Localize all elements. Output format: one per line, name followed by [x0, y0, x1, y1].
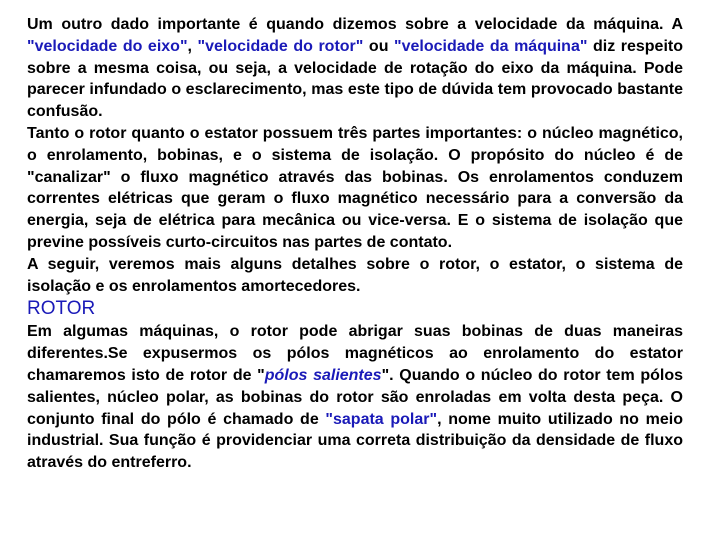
term-velocidade-do-eixo: "velocidade do eixo" [27, 37, 188, 55]
term-sapata-polar: "sapata polar" [325, 410, 438, 428]
paragraph-rotor-stator-parts: Tanto o rotor quanto o estator possuem três partes importantes: o núcleo magnético, o enrolamento, bobinas, e o sistema de isolação. O propósito do núcleo é de "canalizar" o fluxo magnético através das bobinas. Os enrolamentos conduzem correntes elétricas que geram o fluxo magnético necessário para a conversão da energia, seja de elétrica para mecânica ou vice-versa. E o sistema de isolação que previne possíveis curto-circuitos nas partes de contato. [27, 124, 683, 251]
text-run: Em algumas máquinas, o rotor pode abrigar suas bobinas de duas maneiras diferentes.Se expusermos os pólos magnéticos ao enrolamento do estator chamaremos isto de rotor de [27, 323, 683, 384]
text-run: , [187, 37, 198, 55]
text-run: , nome muito utilizado no meio industrial. Sua função é providenciar uma correta distribuição da densidade de fluxo através do entreferro. [27, 410, 683, 472]
term-velocidade-da-maquina: "velocidade da máquina" [394, 37, 588, 55]
text-run: . Quando o núcleo do rotor tem pólos salientes, núcleo polar, as bobinas do rotor são enroladas em volta desta peça. O conjunto final do pólo é chamado de [27, 366, 684, 428]
document-page [27, 14, 683, 474]
paragraph-next-details: A seguir, veremos mais alguns detalhes sobre o rotor, o estator, o sistema de isolação e os enrolamentos amortecedores. [27, 255, 683, 295]
section-heading-rotor: ROTOR [27, 298, 96, 320]
quote-mark: " [381, 366, 390, 384]
text-run: ou [363, 37, 395, 55]
paragraph-machine-speed [27, 14, 683, 123]
paragraph-rotor-poles [27, 321, 683, 474]
quote-mark: " [257, 366, 265, 384]
text-run: diz respeito sobre a mesma coisa, ou seja, a velocidade de rotação do eixo da máquina. Pode parecer infundado o esclarecimento, mas este tipo de dúvida tem provocado bastante confusão. [27, 37, 684, 121]
term-polos-salientes: pólos salientes [264, 366, 382, 384]
text-run: Um outro dado importante é quando dizemos sobre a velocidade da máquina. A [27, 16, 683, 33]
term-velocidade-do-rotor: "velocidade do rotor" [197, 37, 364, 55]
